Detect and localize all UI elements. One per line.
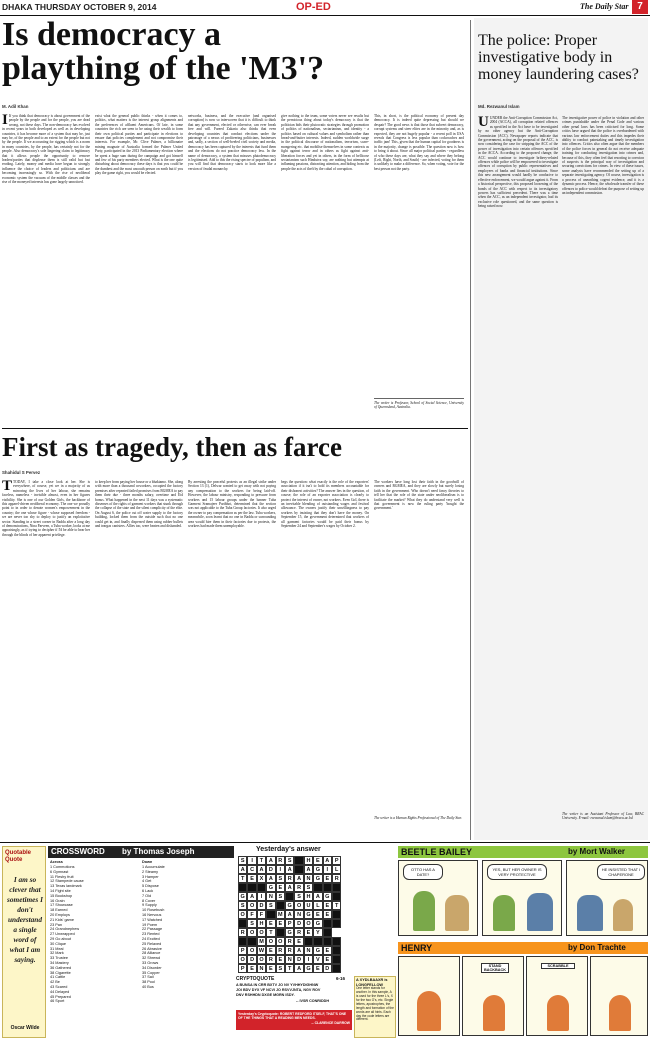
grid-block — [313, 937, 322, 946]
quote-author: Oscar Wilde — [10, 1025, 40, 1031]
grid-letter: G — [313, 874, 322, 883]
grid-letter: O — [304, 919, 313, 928]
cryptoquote-box — [236, 976, 352, 1038]
article-byline: Shahidul S Pervez — [2, 470, 41, 475]
grid-letter: G — [285, 901, 294, 910]
grid-block — [238, 883, 247, 892]
character-figure — [547, 995, 569, 1031]
grid-letter: Y — [313, 928, 322, 937]
grid-letter: X — [257, 874, 266, 883]
beetle-bailey-strip — [398, 846, 648, 938]
comic-panel-4 — [590, 956, 648, 1036]
grid-letter: E — [266, 946, 275, 955]
down-clue: 33 Grows — [142, 960, 159, 965]
strip-title: BEETLE BAILEY — [401, 847, 473, 857]
grid-block — [285, 892, 294, 901]
grid-letter: A — [285, 910, 294, 919]
across-clue: 17 Showcase — [50, 903, 73, 908]
across-clue: 13 Texas landmark — [50, 884, 82, 889]
across-clue: 42 Be — [50, 980, 60, 985]
grid-letter: A — [266, 874, 275, 883]
across-clue: 1 Commotions — [50, 865, 75, 869]
grid-letter: G — [313, 865, 322, 874]
grid-letter: I — [257, 892, 266, 901]
article-column-4: give nothing to the team, some voters never see results but the pernicious thing about today's democracy is that the politician bids their plutocratic strategies through promotion of politics of nationalism, sectarianism, and identity - a politics based on cultural values and symbolism rather than bread-and-butter interests. Indeed, sudden worldwide surge in the political discourse of nationalism, terrorism, scare-mongering etc. that mobilise themselves in some contexts as fight against terror and in others as fight against anti-liberation forces and yet in others, in the form of bellicose sectarianism such Hindutva say, are nothing but attempts at inflaming passions, distracting attention, and hiding from the people the acts of theft by the cabal of corruption. — [281, 114, 369, 171]
grid-letter: E — [266, 964, 275, 973]
grid-letter: S — [304, 883, 313, 892]
down-clue: 3 Hamper — [142, 874, 159, 879]
grid-letter: E — [323, 874, 332, 883]
across-clue: 12 Stampede cause — [50, 879, 84, 884]
grid-block — [238, 919, 247, 928]
grid-letter: S — [294, 892, 303, 901]
down-clue: 7 Old — [142, 893, 152, 898]
grid-letter: H — [257, 919, 266, 928]
grid-block — [276, 901, 285, 910]
down-clue: 40 Bus — [142, 984, 154, 989]
grid-letter: F — [247, 910, 256, 919]
grid-letter: E — [323, 901, 332, 910]
across-clue: 30 Clique — [50, 941, 67, 946]
grid-block — [257, 883, 266, 892]
grid-letter: A — [294, 946, 303, 955]
article-column-5: The workers have long lost their faith in the goodwill of owners and BGMEA, and they are slowly but surely losing faith in the government. Who doesn't need fancy theories to tell her that the role of the state under neoliberalism is to facilitate the market? What they do understand very well is that government is now the ruling party 'bought the government.' — [374, 480, 464, 511]
grid-letter: R — [332, 874, 341, 883]
grid-letter: A — [238, 865, 247, 874]
howto-title: A XYDLBAAXR is LONGFELLOW — [356, 978, 388, 987]
character-figure — [483, 995, 505, 1031]
across-clue: 21 Kids' game — [50, 917, 74, 922]
down-clue: 2 Steamy — [142, 869, 159, 874]
down-clue: 23 Rented — [142, 932, 160, 937]
across-clue: 18 Earned — [50, 908, 68, 913]
down-clue: 9 Supply — [142, 903, 157, 908]
down-clue: 26 Abrasive — [142, 946, 162, 951]
speech-bubble: OTTO HAS A DATE? — [403, 864, 443, 880]
grid-letter: E — [313, 964, 322, 973]
section-label: OP-ED — [296, 1, 331, 13]
grid-letter: S — [266, 901, 275, 910]
cryptoquote-line-1: A BUNSA IN CRR BXTV JO NV YVHHYDIGHNW — [236, 983, 319, 987]
grid-letter: N — [266, 892, 275, 901]
grid-block — [332, 919, 341, 928]
strip-title: HENRY — [401, 943, 433, 953]
across-clue: 43 Scared — [50, 984, 68, 989]
character-figure — [527, 893, 553, 931]
grid-letter: M — [276, 910, 285, 919]
article-column-1: I If you think that democracy is about government of the people by the people and for the people, you are dead wrong, not these days. The non-democracy has evolved in recent years in both developed as well as in developing countries, it has become more of a system that may be, just may be, of the people and to an extent for the people but not by the people. If we accounting for rigging which is a norm in many countries, by the people, has certainly not for the people. Also democracy's sole lingering claim to legitimacy that it allows people the opportunity to remove leaders/parties that displease them is still valid but fast eroding. Lately, money and media have begun to strongly influence the choice of leaders and politicians and are becoming increasingly so. With the rise of neoliberal economic system the vacuum of the middle classes and the rise of the moneyed interests has gone largely unnoticed. — [2, 114, 90, 185]
grid-letter: W — [257, 946, 266, 955]
grid-letter: E — [276, 883, 285, 892]
speech-bubble: HE INSISTED THAT I CHAPERONE — [597, 864, 645, 880]
grid-letter: P — [332, 856, 341, 865]
cryptoquote-title: CRYPTOQUOTE — [236, 976, 275, 982]
cryptoquote-code: 6-16 — [336, 976, 346, 981]
grid-letter: F — [257, 910, 266, 919]
grid-letter: O — [276, 937, 285, 946]
grid-letter: D — [257, 901, 266, 910]
article-byline: Md. Rezwanul Islam — [478, 104, 520, 109]
grid-letter: D — [294, 955, 303, 964]
grid-letter: M — [257, 937, 266, 946]
across-label: Across — [50, 860, 63, 864]
grid-block — [332, 946, 341, 955]
grid-letter: S — [247, 919, 256, 928]
grid-block — [247, 937, 256, 946]
grid-letter: T — [266, 928, 275, 937]
grid-block — [304, 937, 313, 946]
grid-letter: O — [294, 901, 303, 910]
article-headline[interactable]: Is democracy a plaything of the 'M3'? — [2, 16, 325, 87]
grid-letter: E — [313, 910, 322, 919]
article-column-3: networks, business, and the executive (and organised corruption) is now so interwoven that it is difficult to think that any government, elected or otherwise, can ever break free and will. Fareed Zakaria also thinks that even developing countries that conduct elections under the patronage of a nexus of profiteering politicians, businesses and, sadly, a section of well-heeled civil society and media, democracy has been captured by the interests that fund them and the elections do not practice democracy less. In the name of democracy, a system that misuses plutodemocracy is legitimised. Add to this the rising spectre of populism, and you will find that democracy starts to look more like a version of feudal monarchy. — [188, 114, 276, 171]
grid-letter: A — [323, 856, 332, 865]
down-clue: 22 Passage — [142, 927, 163, 932]
comic-panel-2 — [462, 956, 524, 1036]
grid-letter: P — [285, 919, 294, 928]
grid-letter: A — [294, 874, 303, 883]
across-clue: 27 Unwrapped — [50, 932, 75, 937]
down-clue: 32 Shrewd — [142, 956, 161, 961]
across-clue: 29 Go about — [50, 936, 71, 941]
grid-block — [266, 910, 275, 919]
cryptoquote-yesterday: Yesterday's Cryptoquote: ROBERT REDFORD ITSELF, THAT'S ONE OF THE THINGS THAT A READING MEN NEEDS. -- CLARENCE DARROW — [236, 1010, 352, 1030]
grid-letter: R — [294, 928, 303, 937]
grid-block — [332, 892, 341, 901]
down-clue: 4 Get — [142, 879, 152, 884]
grid-letter: E — [276, 955, 285, 964]
down-clue: 28 Alliance — [142, 951, 161, 956]
grid-letter: O — [247, 901, 256, 910]
grid-block — [323, 883, 332, 892]
character-figure — [493, 895, 515, 931]
comic-panel-3 — [526, 956, 588, 1036]
across-clue: 6 Gymnast — [50, 869, 69, 874]
paper-dateline: DHAKA THURSDAY OCTOBER 9, 2014 — [2, 2, 157, 12]
grid-letter: E — [313, 856, 322, 865]
grid-letter: E — [276, 919, 285, 928]
grid-block — [332, 964, 341, 973]
crossword-box — [48, 846, 234, 1038]
grid-letter: E — [294, 937, 303, 946]
quote-label: Quotable Quote — [5, 850, 32, 863]
grid-letter: R — [276, 856, 285, 865]
article-column-2: exist what the general public thinks - when it comes to, politics, what matters is the interest group alignments and the preferences of affluent Americans. Of late, in some countries the rich are seen to be using their wealth to form their own political parties and participate in elections to ensure that policies complement and not compromise their interests. For example, Mr. Clive Palmer, a billionaire mining magnate of Australia formed the Palmer United Party, participated in the 2013 Parliamentary election where he spent a huge sum during the campaign and got himself and few of his party members elected. What is the one quite disturbing about democracy these days is that you could be the dumbest and the most uncouth person on earth but if you play the game right, you would be elected. — [95, 114, 183, 176]
grid-block — [323, 937, 332, 946]
strip-author: by Don Trachte — [568, 943, 626, 952]
across-clue: 20 Employs — [50, 912, 70, 917]
grid-block — [332, 955, 341, 964]
henry-strip — [398, 942, 648, 1038]
grid-block — [238, 937, 247, 946]
grid-letter: A — [294, 964, 303, 973]
across-clue: 16 Grain — [50, 898, 65, 903]
grid-letter: T — [238, 874, 247, 883]
cryptoquote-attribution: -- IVSR CONRIDDH — [296, 999, 329, 1003]
down-clue: 34 Disorder — [142, 965, 162, 970]
howto-text: One letter stands for another. In this sample, A is used for the three L's, X for the two O's, etc. Single letters, apostrophes, the length and formation of the words are all hints. Each day the code letters are different. — [356, 986, 394, 1022]
grid-letter: O — [247, 928, 256, 937]
article-column-1: UUNDER the Anti-Corruption Commission Act, 2004 (ACCA), all corruption related offences as specified in the Act have to be investigated by no other agency but the Anti-Corruption Commission (ACC). Newspaper reports indicate that the government, acting on the proposal of the ACC, is now considering the case for stripping the ACC of the power of investigation into certain offences specified in the ACCA. According to the proposed change, the ACC would continue to investigate bribery-related offences while police will be empowered to investigate offences of corruption by public representatives and employees of banks and financial institutions. Since this new arrangement would hardly be conducive to effective enforcement, we would argue against it. From a historical perspective, this proposed loosening of the bonds of the ACC with respect to its investigatory powers has sufficient precedent. There was a time when the ACC, as an independent investigator, had its exclusive role questioned, and the same question is being raised now. — [478, 116, 558, 209]
grid-letter: N — [304, 946, 313, 955]
across-clue: 31 Meal — [50, 946, 64, 951]
down-clue: 38 Pool — [142, 980, 155, 985]
grid-block — [247, 883, 256, 892]
article-footnote: The writer is an Assistant Professor of Law, BRAC University. E-mail: rezwanul.islam@bracu.ac.bd — [562, 812, 644, 821]
across-clue: 23 Pan — [50, 922, 63, 927]
article-footnote: The writer is Professor, School of Social Science, University of Queensland, Australia. — [374, 398, 464, 410]
grid-block — [332, 910, 341, 919]
comic-panel-1 — [398, 860, 478, 936]
down-clue: 37 Sail — [142, 975, 154, 980]
grid-letter: G — [313, 919, 322, 928]
grid-letter: E — [247, 874, 256, 883]
down-clue: 10 Rosebush — [142, 908, 165, 913]
grid-letter: T — [285, 964, 294, 973]
page-number: 7 — [632, 0, 648, 14]
grid-letter: I — [323, 865, 332, 874]
grid-letter: E — [323, 910, 332, 919]
grid-letter: H — [304, 892, 313, 901]
cryptoquote-line-3: DNV RSHHDN DXGE MGRN ISDY. — [236, 993, 295, 997]
strip-author: by Mort Walker — [568, 847, 626, 856]
grid-letter: D — [294, 919, 303, 928]
article-headline[interactable]: The police: Proper investigative body in money laundering cases? — [478, 32, 639, 83]
grid-letter: N — [304, 874, 313, 883]
grid-block — [332, 883, 341, 892]
section-rule — [2, 428, 468, 429]
yesterday-answer-box — [236, 846, 352, 974]
grid-letter: R — [276, 946, 285, 955]
grid-letter: O — [238, 955, 247, 964]
grid-letter: A — [285, 883, 294, 892]
grid-block — [332, 937, 341, 946]
across-clue: 41 Cattle — [50, 975, 66, 980]
grid-letter: G — [266, 883, 275, 892]
grid-letter: E — [247, 964, 256, 973]
down-clue: 5 Dispose — [142, 884, 159, 889]
grid-letter: A — [257, 865, 266, 874]
paper-name: The Daily Star — [580, 2, 629, 11]
across-clue: 38 Cigarette — [50, 970, 71, 975]
article-headline[interactable]: First as tragedy, then as farce — [2, 432, 342, 462]
cryptoquote-line-2: JOI BDV DYX VF NCVI JO RSVVJNTA, NGV ROV — [236, 988, 321, 992]
shop-sign: SCRABBLE — [541, 963, 575, 969]
quote-text: I am so clever that sometimes I don't understand a single word of what I am saying. — [7, 875, 43, 964]
grid-letter: L — [332, 865, 341, 874]
grid-letter: V — [313, 955, 322, 964]
grid-letter: N — [285, 955, 294, 964]
across-clue: 32 Mark — [50, 951, 64, 956]
down-clue: 17 Watched — [142, 917, 163, 922]
grid-letter: G — [304, 910, 313, 919]
grid-letter: E — [323, 955, 332, 964]
crossword-header — [48, 846, 234, 858]
article-column-1: TTODAY, I take a close look at her. She is everywhere, of course, yet we in a majority of us mirroring the lives of her labour, she remains faceless, nameless - invisible almost, even in her figures visibility. She is one of our Golden Girls, the backbone of this apparel-driven neoliberal economy. The one we proudly point to in order to denote women's empowerment in the country; the one whose figure - whose supposed freedom - we are never too shy to deploy to justify an exploitative sector. Standing in a street corner in Badda after a long day of demonstrations, Nina Parveen, a Tuba worker, looks at me appraisingly, as if trying to decipher if I'd be able to hear her through the blinds of her apparent privilege. — [2, 480, 90, 537]
howto-box — [354, 976, 396, 1038]
grid-block — [294, 865, 303, 874]
grid-block — [313, 883, 322, 892]
page-header — [0, 0, 650, 16]
down-clue: 1 Accumulate — [142, 865, 165, 869]
comic-panel-3 — [566, 860, 648, 936]
grid-letter: A — [266, 856, 275, 865]
character-figure — [609, 995, 631, 1031]
puzzle-section-rule — [0, 842, 650, 843]
grid-letter: S — [276, 874, 285, 883]
grid-letter: E — [266, 919, 275, 928]
article-footnote: The writer is a Human Rights Professional of The Daily Star. — [374, 816, 462, 820]
grid-letter: A — [313, 892, 322, 901]
across-clue: 11 Fleshy fruit — [50, 874, 74, 879]
across-clue: 24 Grandnephew — [50, 927, 80, 932]
article-tragedy — [2, 432, 468, 840]
grid-letter: O — [238, 910, 247, 919]
grid-letter: T — [257, 856, 266, 865]
grid-letter: S — [276, 892, 285, 901]
grid-letter: G — [323, 892, 332, 901]
grid-letter: R — [285, 874, 294, 883]
grid-letter: I — [304, 955, 313, 964]
down-clue: 8 Cover — [142, 898, 156, 903]
grid-letter: R — [285, 946, 294, 955]
grid-letter: S — [238, 901, 247, 910]
grid-letter: O — [266, 937, 275, 946]
across-clue: 33 Trustee — [50, 956, 68, 961]
grid-letter: H — [304, 856, 313, 865]
grid-letter: R — [266, 955, 275, 964]
answer-grid — [238, 856, 350, 974]
grid-letter: S — [238, 856, 247, 865]
down-clue: 24 Excited — [142, 936, 160, 941]
character-figure — [613, 899, 633, 931]
grid-letter: R — [238, 928, 247, 937]
grid-letter: O — [257, 928, 266, 937]
answer-title: Yesterday's answer — [256, 846, 321, 853]
across-clue: 46 Sport — [50, 999, 65, 1004]
grid-letter: G — [313, 946, 322, 955]
article-column-4: begs the question: what exactly is the role of the exporters' association if it isn't to hold its members accountable for their dishonest activities? The answer lies in the question, of course; the role of an exporter association is clearly to protect the interest of owner, not workers. Even GoI, there is an inevitable blending of outstanding wages and festival allowance. The owners justify their unwillingness to pay workers by insisting that they don't have the money. On September 15, the government determined that workers of all garment factories would be paid their bonus by September 24 and September's wages by October 2. — [281, 480, 369, 529]
grid-block — [323, 928, 332, 937]
across-clues — [50, 865, 138, 1037]
grid-letter: P — [238, 964, 247, 973]
down-clue: 25 Relaxed — [142, 941, 162, 946]
across-clue: 36 Gathered — [50, 965, 72, 970]
grid-letter: D — [323, 964, 332, 973]
grid-letter: D — [247, 955, 256, 964]
grid-letter: S — [276, 964, 285, 973]
grid-block — [294, 856, 303, 865]
across-clue: 44 Delayed — [50, 989, 70, 994]
grid-letter: L — [313, 901, 322, 910]
article-column-3: By arresting the peaceful protests as an illegal strike under Section 13 (1), Delwar wanted to get away with not paying any compensation to the workers for being laid-off. However, the labour ministry, responding to pressure from workers and 15 labour groups under the banner Tuba Garment Sramajeer Paribhot, determined that the section was not applicable to the Tuba Group factories. It also urged the owner to pay compensation as per the law. Tuba workers, meanwhile, soon learnt that no one in Badda or surrounding area would hire them in their factories due to protests, the workers had made them unemployable. — [188, 480, 276, 529]
comic-panel-2 — [482, 860, 562, 936]
article-police — [474, 18, 648, 840]
character-figure — [413, 891, 435, 931]
grid-letter: T — [332, 901, 341, 910]
grid-block — [276, 928, 285, 937]
grid-letter: N — [257, 964, 266, 973]
comic-panel-1 — [398, 956, 460, 1036]
grid-letter: G — [304, 964, 313, 973]
down-clue: 35 Copper — [142, 970, 160, 975]
character-figure — [417, 991, 441, 1031]
across-clue: 45 Prepared — [50, 994, 71, 999]
grid-letter: G — [285, 928, 294, 937]
article-column-5: This, in short, is the political economy of present day democracy. It is indeed quite depressing but should we despair? The good news is that those that subvert democracy, corrupt systems and steer elites are in the minority and, as is expected, they are not hugely popular - a recent poll in USA reveals that Congress is less popular than cockroaches and traffic jam! This, given that the human capital for goodness is in the majority, change is possible. The question now is how to bring it about. Since all major political parties - regardless of who these days are, what they say and where they belong (Left, Right, North, and South) - are infected, voting for them is unlikely to make a difference. So, when voting, vote for the best person not the party. — [374, 114, 464, 171]
grid-letter: I — [276, 865, 285, 874]
cryptoquote-yesterday-author: -- CLARENCE DARROW — [311, 1020, 350, 1025]
strip-header — [398, 846, 648, 858]
grid-letter: O — [257, 955, 266, 964]
speech-bubble: YES, BUT HER OWNER IS VERY PROTECTIVE — [487, 864, 547, 880]
article-democracy — [2, 18, 468, 425]
grid-letter: P — [238, 946, 247, 955]
strip-header — [398, 942, 648, 954]
grid-block — [323, 919, 332, 928]
article-column-2: The investigative power of police in violation and other crimes punishable under the Penal Code and various other penal laws has been criticised for long. Some critics have argued that the police is overburdened with various law enforcement duties and this impedes their ability to conduct painstaking and timely investigation into offences. Critics also often argue that the members of the police forces in general do not receive adequate training for conducting investigation into crimes and, because of this, they often feel that resorting to coercion of suspects is the principal way of investigation and securing convictions for crimes. In view of these issues, some analysts have recommended the setting up of a separate investigating agency. Of course, investigation is a process of unearthing cogent evidence, and it is a dynamic process. Hence, the wholesale transfer of these offences to police would defeat the purpose of setting up an independent commission. — [562, 116, 644, 195]
column-divider — [470, 20, 471, 840]
grid-letter: R — [285, 937, 294, 946]
down-label: Down — [142, 860, 153, 864]
quotable-quote-box — [2, 846, 46, 1038]
across-clue: 15 Bookshop — [50, 893, 73, 898]
down-clue: 19 Poem — [142, 922, 158, 927]
grid-letter: A — [304, 865, 313, 874]
down-clue: 6 Lack — [142, 888, 154, 893]
grid-letter: A — [285, 865, 294, 874]
crossword-author: by Thomas Joseph — [122, 847, 195, 856]
grid-letter: A — [247, 892, 256, 901]
character-figure — [445, 895, 469, 931]
article-byline: M. Adil Khan — [2, 104, 29, 109]
grid-letter: E — [323, 946, 332, 955]
grid-letter: C — [247, 865, 256, 874]
grid-letter: R — [294, 883, 303, 892]
across-clue: 14 Fight site — [50, 888, 71, 893]
grid-letter: D — [266, 865, 275, 874]
grid-letter: O — [247, 946, 256, 955]
grid-letter: I — [247, 856, 256, 865]
crossword-title: CROSSWORD — [51, 847, 105, 856]
grid-letter: S — [285, 856, 294, 865]
article-column-2: to keep her from paying her house or a bhaktamo. She, along with more than a thousand coworkers, occupied the factory premises after repeated failed promises from BGMEA to pay them their due - three months salary, overtime and Eid bonus. What happened in the next 11 days was a systematic dissenses of the rights of garment workers that stunk through the collapse of the state and the silent complicity of the elite. On August 6, the police cut off water supply to the factory building, locked them from the outside such that no one could get in, and finally dispersed them using rubber bullets and teargas canisters. Allies too, were beaten and disbanded. — [95, 480, 183, 529]
down-clues — [142, 865, 232, 1037]
grid-letter: U — [304, 901, 313, 910]
character-figure — [577, 895, 603, 931]
down-clue: 16 Nervous — [142, 912, 162, 917]
across-clue: 34 Mastery — [50, 960, 69, 965]
grid-letter: E — [304, 928, 313, 937]
shop-sign: STAND BACKBACK — [481, 963, 509, 973]
grid-letter: G — [238, 892, 247, 901]
grid-letter: N — [294, 910, 303, 919]
